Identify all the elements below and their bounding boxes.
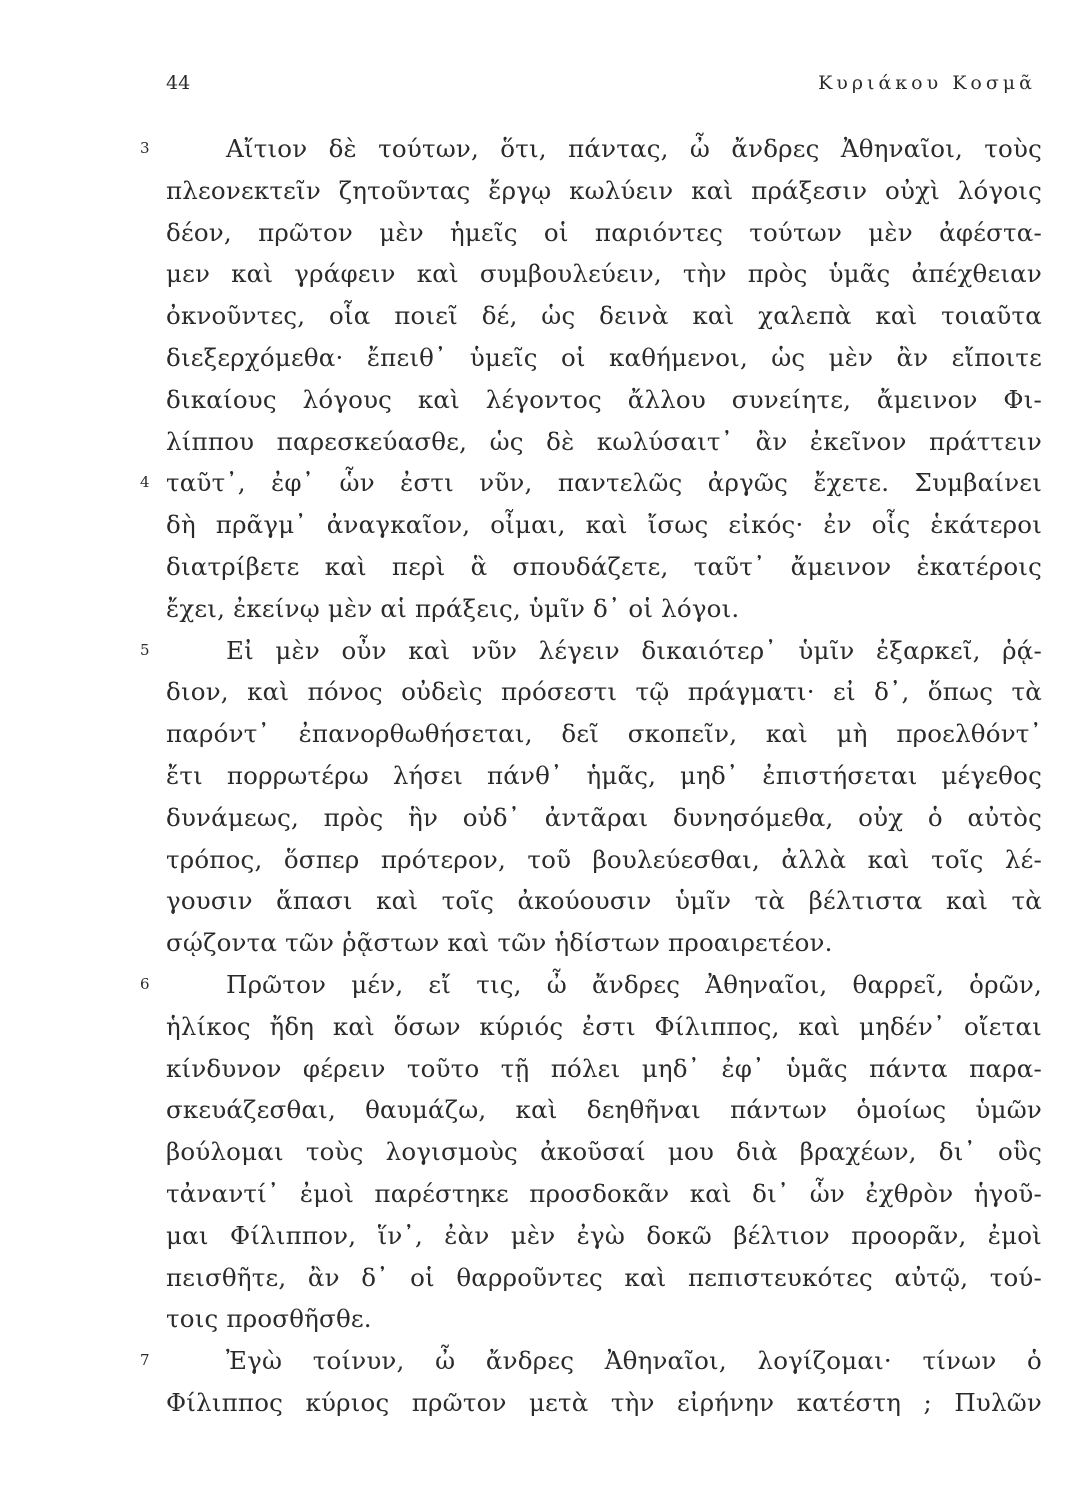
line-text: πεισθῆτε, ἂν δ᾽ οἱ θαρροῦντες καὶ πεπιστευκότες αὐτῷ, τού- — [166, 1262, 1042, 1292]
line-text: κίνδυνον φέρειν τοῦτο τῇ πόλει μηδ᾽ ἐφ᾽ ὑμᾶς πάντα παρα- — [166, 1053, 1042, 1083]
body-text — [140, 128, 1042, 1424]
text-line — [166, 1089, 1042, 1131]
line-text: διεξερχόμεθα· ἔπειθ᾽ ὑμεῖς οἱ καθήμενοι, ὡς μὲν ἂν εἴποιτε — [166, 342, 1042, 372]
text-line — [166, 379, 1042, 421]
line-text: λίππου παρεσκεύασθε, ὡς δὲ κωλύσαιτ᾽ ἂν ἐκεῖνον πράττειν — [166, 426, 1042, 456]
text-line — [166, 880, 1042, 922]
line-text: δέον, πρῶτον μὲν ἡμεῖς οἱ παριόντες τούτων μὲν ἀφέστα- — [166, 217, 1042, 247]
text-line — [166, 713, 1042, 755]
text-line — [140, 630, 1042, 672]
text-line — [166, 546, 1042, 588]
line-text: τοις προσθῆσθε. — [166, 1304, 372, 1334]
text-line — [166, 1048, 1042, 1090]
text-line — [140, 128, 1042, 170]
line-text: ἔχει, ἐκείνῳ μὲν αἱ πράξεις, ὑμῖν δ᾽ οἱ λόγοι. — [166, 593, 740, 623]
line-text: Πρῶτον μέν, εἴ τις, ὦ ἄνδρες Ἀθηναῖοι, θαρρεῖ, ὁρῶν, — [226, 969, 1042, 999]
line-text: τρόπος, ὅσπερ πρότερον, τοῦ βουλεύεσθαι, ἀλλὰ καὶ τοῖς λέ- — [166, 844, 1042, 874]
line-text: γουσιν ἅπασι καὶ τοῖς ἀκούουσιν ὑμῖν τὰ βέλτιστα καὶ τὰ — [166, 886, 1042, 916]
text-line — [166, 421, 1042, 463]
text-line — [166, 797, 1042, 839]
line-text: δικαίους λόγους καὶ λέγοντος ἄλλου συνείητε, ἄμεινον Φι- — [166, 384, 1042, 414]
line-text: δὴ πρᾶγμ᾽ ἀναγκαῖον, οἶμαι, καὶ ἴσως εἰκός· ἐν οἷς ἑκάτεροι — [166, 510, 1042, 540]
text-line — [166, 1131, 1042, 1173]
line-text: πλεονεκτεῖν ζητοῦντας ἔργῳ κωλύειν καὶ πράξεσιν οὐχὶ λόγοις — [166, 175, 1042, 205]
text-line — [166, 1006, 1042, 1048]
page-number: 44 — [166, 72, 191, 94]
text-line — [166, 1257, 1042, 1299]
line-text: παρόντ᾽ ἐπανορθωθήσεται, δεῖ σκοπεῖν, καὶ μὴ προελθόντ᾽ — [166, 719, 1042, 749]
line-text: βούλομαι τοὺς λογισμοὺς ἀκοῦσαί μου διὰ βραχέων, δι᾽ οὓς — [166, 1137, 1042, 1167]
line-text: διον, καὶ πόνος οὐδεὶς πρόσεστι τῷ πράγματι· εἰ δ᾽, ὅπως τὰ — [166, 677, 1042, 707]
line-text: Εἰ μὲν οὖν καὶ νῦν λέγειν δικαιότερ᾽ ὑμῖν ἐξαρκεῖ, ῥᾴ- — [226, 635, 1042, 665]
line-text: σκευάζεσθαι, θαυμάζω, καὶ δεηθῆναι πάντων ὁμοίως ὑμῶν — [166, 1095, 1042, 1125]
line-text: Ἐγὼ τοίνυν, ὦ ἄνδρες Ἀθηναῖοι, λογίζομαι· τίνων ὁ — [226, 1346, 1042, 1376]
text-line — [166, 1298, 1042, 1340]
section-number: 7 — [140, 1351, 150, 1370]
line-text: ὀκνοῦντες, οἷα ποιεῖ δέ, ὡς δεινὰ καὶ χαλεπὰ καὶ τοιαῦτα — [166, 301, 1042, 331]
line-text: ἔτι πορρωτέρω λήσει πάνθ᾽ ἡμᾶς, μηδ᾽ ἐπιστήσεται μέγεθος — [166, 760, 1042, 790]
line-text: μαι Φίλιππον, ἵν᾽, ἐὰν μὲν ἐγὼ δοκῶ βέλτιον προορᾶν, ἐμοὶ — [166, 1220, 1042, 1250]
line-text: δυνάμεως, πρὸς ἣν οὐδ᾽ ἀντᾶραι δυνησόμεθα, οὐχ ὁ αὐτὸς — [166, 802, 1042, 832]
text-line — [166, 504, 1042, 546]
text-line — [166, 922, 1042, 964]
line-text: ταῦτ᾽, ἐφ᾽ ὧν ἐστι νῦν, παντελῶς ἀργῶς ἔχετε. Συμβαίνει — [166, 468, 1042, 498]
running-title: Κυριάκου Κοσμᾶ — [818, 72, 1036, 94]
section-number: 3 — [140, 139, 150, 157]
text-line — [166, 755, 1042, 797]
text-line — [140, 462, 1042, 504]
text-line — [166, 337, 1042, 379]
line-text: Φίλιππος κύριος πρῶτον μετὰ τὴν εἰρήνην κατέστη ; Πυλῶν — [166, 1387, 1042, 1417]
section-number: 4 — [140, 473, 150, 492]
line-text: σῴζοντα τῶν ῥᾷστων καὶ τῶν ἡδίστων προαιρετέον. — [166, 928, 833, 958]
text-line — [166, 212, 1042, 254]
line-text: μεν καὶ γράφειν καὶ συμβουλεύειν, τὴν πρὸς ὑμᾶς ἀπέχθειαν — [166, 259, 1042, 289]
text-line — [166, 1382, 1042, 1424]
text-line — [166, 170, 1042, 212]
text-line — [166, 295, 1042, 337]
line-text: ἡλίκος ἤδη καὶ ὅσων κύριός ἐστι Φίλιππος, καὶ μηδέν᾽ οἴεται — [166, 1011, 1042, 1041]
section-number: 6 — [140, 974, 150, 993]
text-line — [140, 964, 1042, 1006]
text-line — [140, 1340, 1042, 1382]
text-line — [166, 839, 1042, 881]
text-line — [166, 588, 1042, 630]
line-text: διατρίβετε καὶ περὶ ἃ σπουδάζετε, ταῦτ᾽ ἄμεινον ἑκατέροις — [166, 551, 1042, 581]
text-line — [166, 253, 1042, 295]
line-text: Αἴτιον δὲ τούτων, ὅτι, πάντας, ὦ ἄνδρες Ἀθηναῖοι, τοὺς — [226, 134, 1042, 163]
line-text: τἀναντί᾽ ἐμοὶ παρέστηκε προσδοκᾶν καὶ δι᾽ ὧν ἐχθρὸν ἡγοῦ- — [166, 1178, 1042, 1208]
text-line — [166, 1173, 1042, 1215]
text-line — [166, 671, 1042, 713]
text-line — [166, 1215, 1042, 1257]
running-head — [166, 72, 1036, 102]
section-number: 5 — [140, 640, 150, 659]
